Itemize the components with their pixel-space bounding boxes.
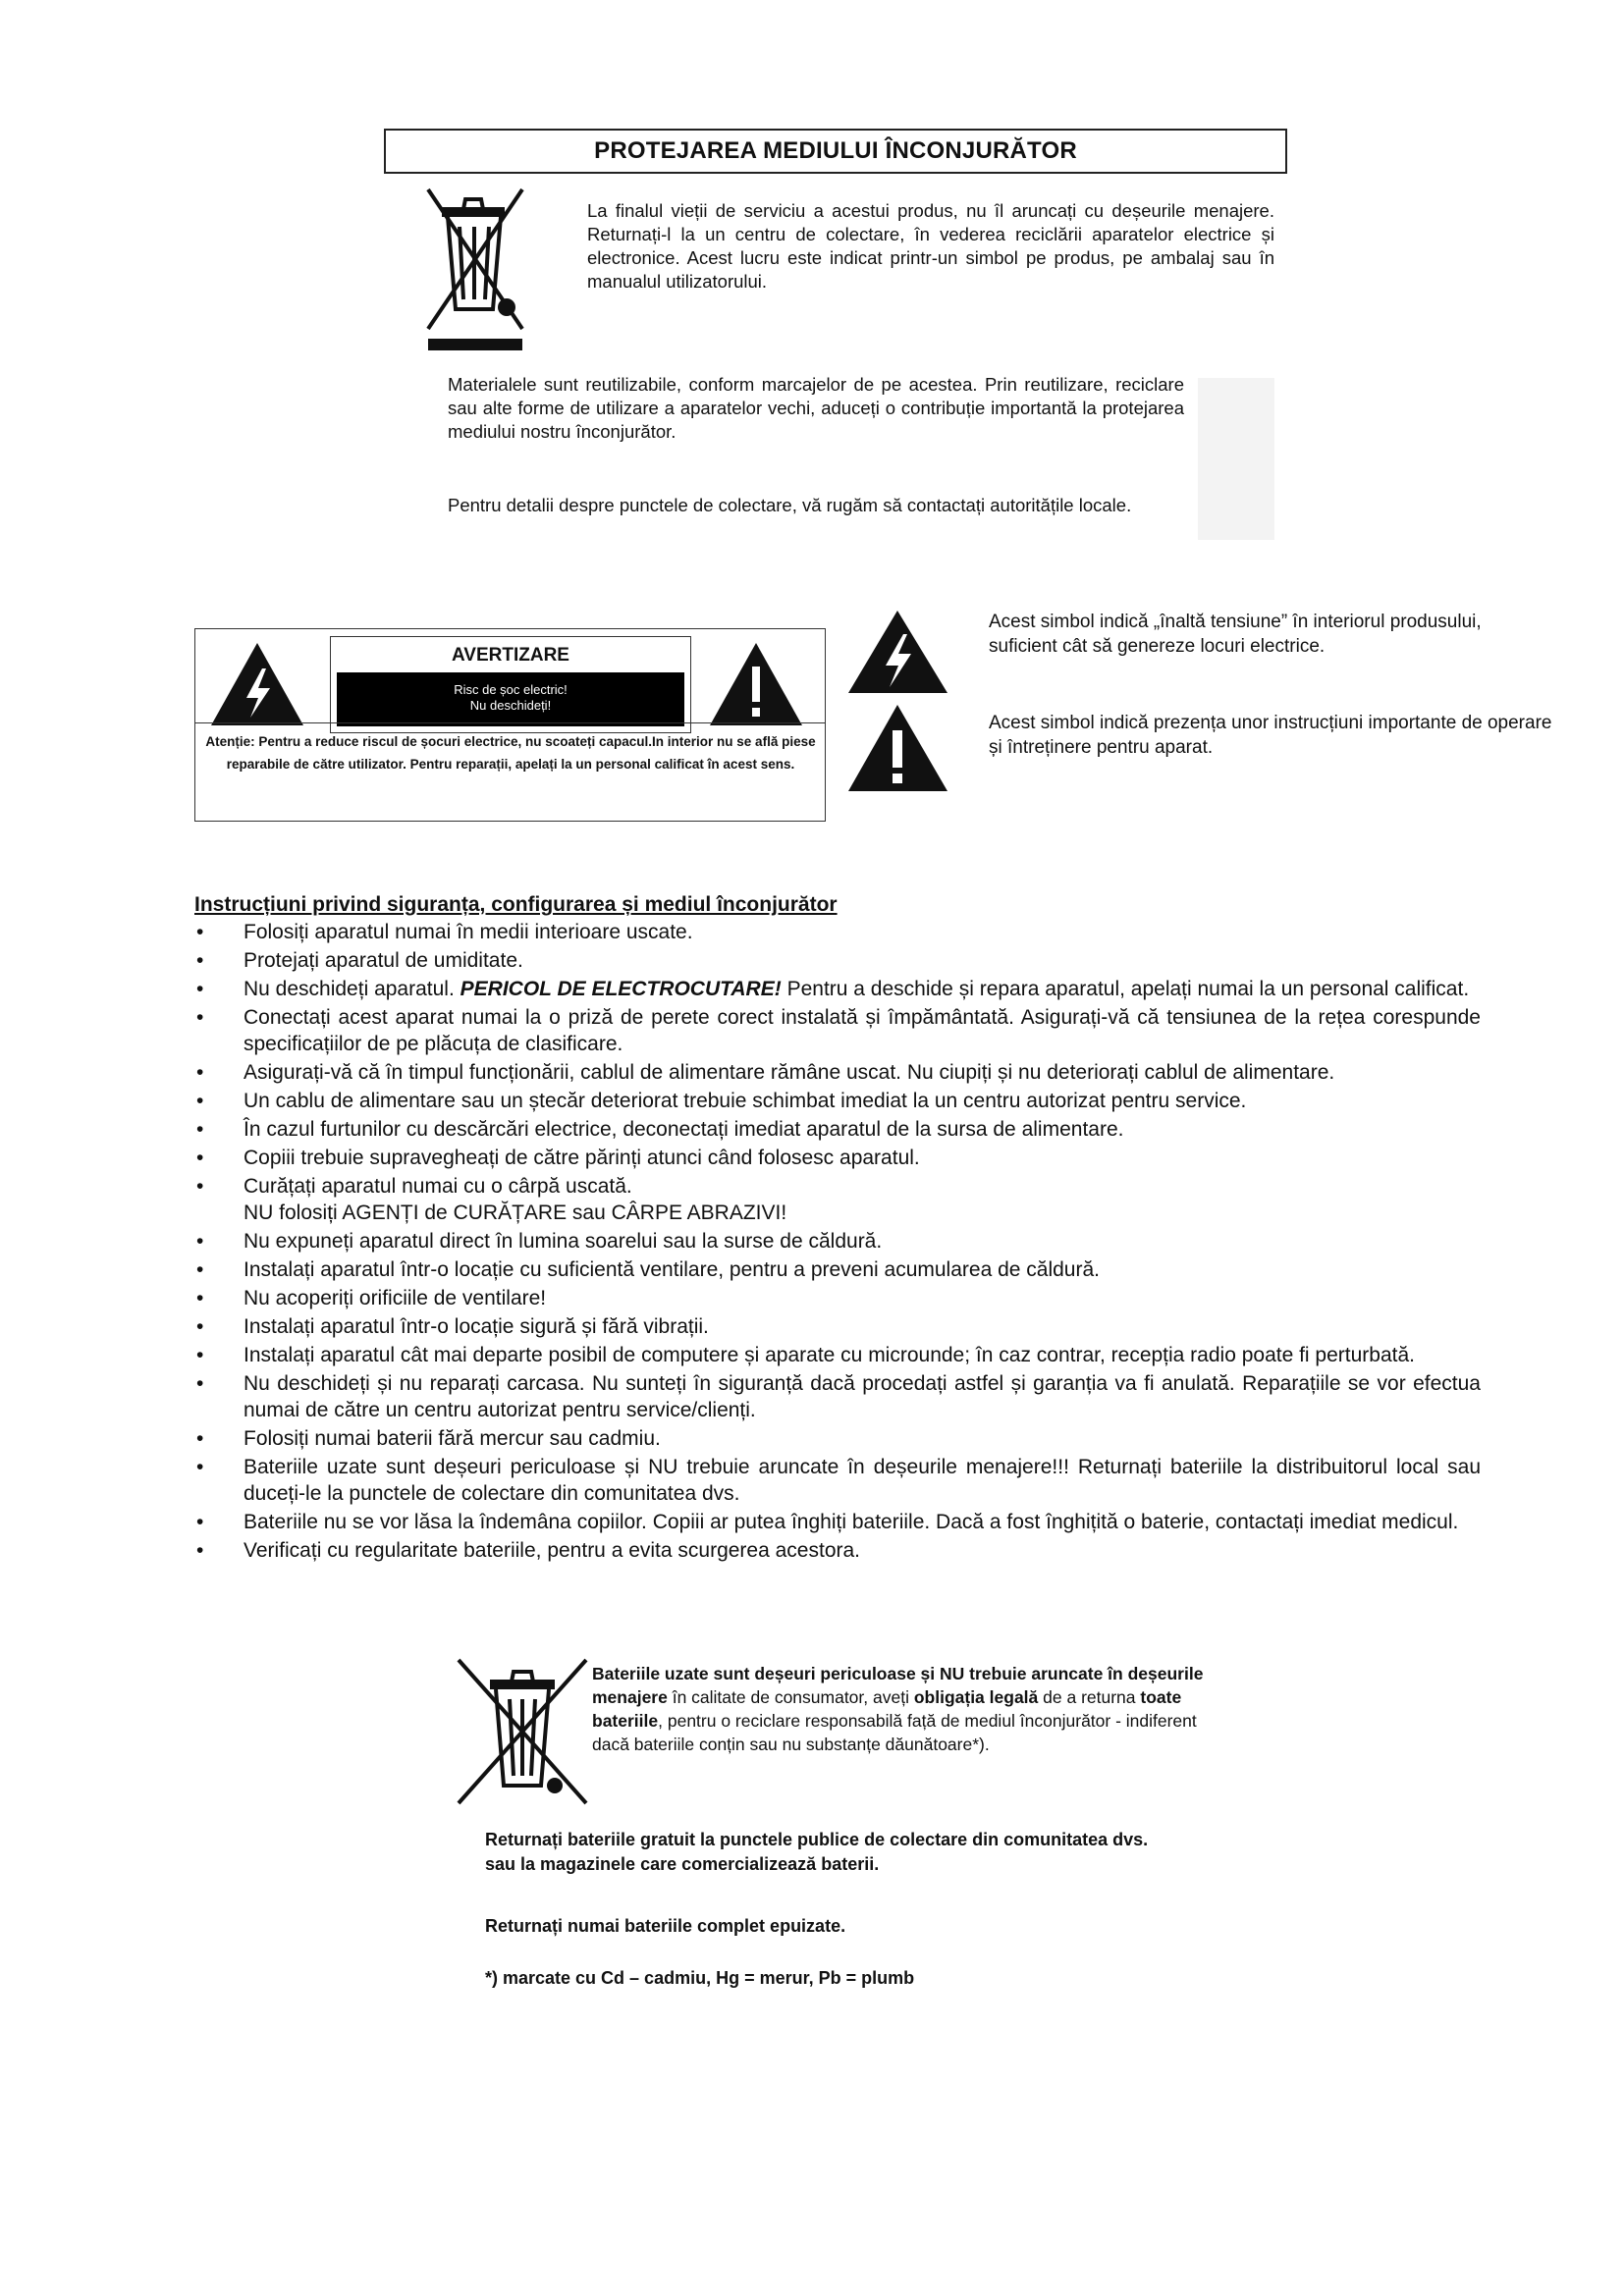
warning-banner-line-1: Risc de șoc electric! [454,682,568,697]
high-voltage-icon [846,609,949,695]
scan-shadow [1198,378,1274,540]
list-item: • Asigurați-vă că în timpul funcționării, cablul de alimentare rămâne uscat. Nu ciupiți și nu deteriorați cablul de alimentare. [194,1059,1481,1086]
list-item: • Instalați aparatul într-o locație sigură și fără vibrații. [194,1313,1481,1340]
list-item: • Protejați aparatul de umiditate. [194,947,1481,974]
warning-separator [195,722,825,723]
env-paragraph-3: Pentru detalii despre punctele de colectare, vă rugăm să contactați autoritățile locale. [448,495,1132,515]
crossed-battery-bin-icon [455,1656,592,1813]
list-item: • Instalați aparatul într-o locație cu suficientă ventilare, pentru a preveni acumularea de căldură. [194,1256,1481,1283]
env-paragraph-1: La finalul vieții de serviciu a acestui produs, nu îl aruncați cu deșeurile menajere. Returnați-l la un centru de colectare, în vederea reciclării aparatelor electrice și electronice. Acest lucru este indicat printr-un simbol pe produs, pe ambalaj sau în manualul utilizatorului. [587,200,1274,292]
exclamation-icon [708,641,804,727]
battery-footnote: *) marcate cu Cd – cadmiu, Hg = merur, Pb = plumb [485,1968,915,1988]
battery-paragraph-3: Returnați numai bateriile complet epuizate. [485,1916,846,1936]
list-item: • Copiii trebuie supravegheați de către părinți atunci când folosesc aparatul. [194,1145,1481,1171]
list-item: • Nu deschideți aparatul. PERICOL DE ELECTROCUTARE! Pentru a deschide și repara aparatul, apelați numai la un personal calificat. [194,976,1481,1002]
list-item: • Nu expuneți aparatul direct în lumina soarelui sau la surse de căldură. [194,1228,1481,1255]
instructions-list [194,919,1481,1566]
cleaning-warning: NU folosiți AGENȚI de CURĂȚARE sau CÂRPE ABRAZIVI! [244,1201,787,1224]
list-item: • Bateriile nu se vor lăsa la îndemâna copiilor. Copiii ar putea înghiți bateriile. Dacă a fost înghițită o baterie, contactați imediat medicul. [194,1509,1481,1535]
warning-label [194,628,826,822]
warning-text: Atenție: Pentru a reduce riscul de șocuri electrice, nu scoateți capacul.In interior nu se află piese reparabile de către utilizator. Pentru reparații, apelați la un personal calificat în acest sens. [205,734,816,772]
list-item: • Nu deschideți și nu reparați carcasa. Nu sunteți în siguranță dacă procedați astfel și garanția va fi anulată. Reparațiile se vor efectua numai de către un centru autorizat pentru service/clienți. [194,1370,1481,1423]
list-item: • Nu acoperiți orificiile de ventilare! [194,1285,1481,1311]
high-voltage-icon [209,641,305,727]
high-voltage-description: Acest simbol indică „înaltă tensiune” în interiorul produsului, suficient cât să genereze locuri electrice. [989,612,1482,657]
list-item: • Bateriile uzate sunt deșeuri periculoase și NU trebuie aruncate în deșeurile menajere!!! Returnați bateriile la distribuitorul local sau duceți-le la punctele de colectare din comunitatea dvs. [194,1454,1481,1507]
list-item: • Instalați aparatul cât mai departe posibil de computere și aparate cu microunde; în caz contrar, recepția radio poate fi perturbată. [194,1342,1481,1368]
warning-banner-line-2: Nu deschideți! [469,698,552,713]
list-item: • Un cablu de alimentare sau un ștecăr deteriorat trebuie schimbat imediat la un centru autorizat pentru service. [194,1088,1481,1114]
danger-emphasis: PERICOL DE ELECTROCUTARE! [460,978,782,1000]
battery-paragraph-1: Bateriile uzate sunt deșeuri periculoase și NU trebuie aruncate în deșeurile menajere în calitate de consumator, aveți obligația legală de a returna toate bateriile, pentru o reciclare responsabilă față de mediul înconjurător - indiferent dacă bateriile conțin sau nu substanțe dăunătoare*). [592,1664,1204,1754]
battery-paragraph-2: Returnați bateriile gratuit la punctele publice de colectare din comunitatea dvs. sau la magazinele care comercializează baterii. [485,1830,1149,1874]
instructions-heading: Instrucțiuni privind siguranța, configurarea și mediul înconjurător [194,893,838,916]
list-item: • Verificați cu regularitate bateriile, pentru a evita scurgerea acestora. [194,1537,1481,1564]
list-item: • În cazul furtunilor cu descărcări electrice, deconectați imediat aparatul de la sursa de alimentare. [194,1116,1481,1143]
warning-black-banner [337,672,684,726]
list-item: • Curățați aparatul numai cu o cârpă uscată. NU folosiți AGENȚI de CURĂȚARE sau CÂRPE ABRAZIVI! [194,1173,1481,1226]
exclamation-icon [846,703,949,793]
exclamation-description: Acest simbol indică prezența unor instrucțiuni importante de operare și întreținere pentru aparat. [989,713,1552,758]
warning-title-box [330,636,691,733]
crossed-bin-icon [422,182,530,350]
list-item: • Folosiți numai baterii fără mercur sau cadmiu. [194,1425,1481,1452]
list-item: • Conectați acest aparat numai la o priză de perete corect instalată și împământată. Asigurați-vă că tensiunea de la rețea corespunde specificațiilor de pe plăcuța de clasificare. [194,1004,1481,1057]
warning-title: AVERTIZARE [452,645,569,666]
env-paragraph-2: Materialele sunt reutilizabile, conform marcajelor de pe acestea. Prin reutilizare, reciclare sau alte forme de utilizare a aparatelor vechi, aduceți o contribuție importantă la protejarea mediului nostru înconjurător. [448,374,1184,442]
list-item: • Folosiți aparatul numai în medii interioare uscate. [194,919,1481,945]
env-title: PROTEJAREA MEDIULUI ÎNCONJURĂTOR [384,129,1287,174]
